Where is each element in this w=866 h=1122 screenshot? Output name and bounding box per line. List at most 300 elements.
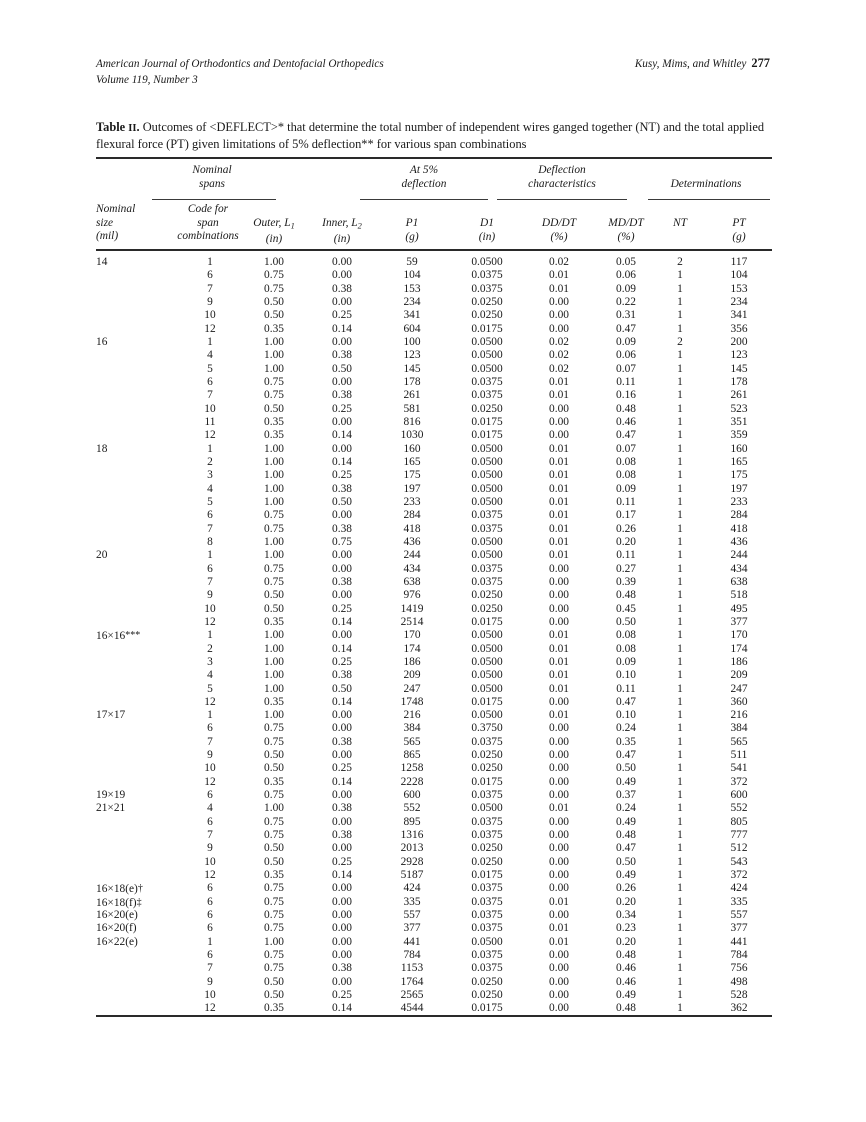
cell-p1: 160	[403, 442, 421, 455]
cell-outer-span: 0.35	[264, 429, 284, 442]
cell-span-code: 5	[207, 682, 213, 695]
cell-nt: 1	[677, 575, 683, 588]
cell-d1: 0.0500	[471, 256, 503, 268]
cell-pt: 377	[730, 615, 748, 628]
cell-nt: 1	[677, 975, 683, 988]
cell-p1: 434	[403, 562, 421, 575]
cell-d1: 0.0250	[471, 749, 503, 762]
cell-inner-span: 0.00	[332, 709, 352, 722]
column-header-code-for-span-combinations: Code for span combinations	[177, 203, 239, 243]
column-header-d1: D1 (in)	[478, 217, 496, 243]
column-header-md-dt: MD/DT (%)	[608, 217, 644, 243]
cell-nominal-size: 18	[96, 442, 108, 455]
cell-d1: 0.0500	[471, 362, 503, 375]
cell-md-dt: 0.50	[616, 762, 636, 775]
cell-pt: 341	[730, 309, 748, 322]
cell-dd-dt: 0.00	[549, 775, 569, 788]
cell-dd-dt: 0.01	[549, 455, 569, 468]
cell-inner-span: 0.75	[332, 535, 352, 548]
table-row	[96, 656, 772, 669]
cell-inner-span: 0.00	[332, 749, 352, 762]
cell-p1: 197	[403, 482, 421, 495]
cell-nt: 1	[677, 749, 683, 762]
cell-d1: 0.0500	[471, 709, 503, 722]
cell-dd-dt: 0.01	[549, 509, 569, 522]
cell-pt: 498	[730, 975, 748, 988]
cell-outer-span: 1.00	[264, 655, 284, 668]
table-row	[96, 323, 772, 336]
cell-md-dt: 0.09	[616, 482, 636, 495]
table-row	[96, 856, 772, 869]
cell-p1: 2228	[400, 775, 424, 788]
cell-outer-span: 1.00	[264, 709, 284, 722]
cell-p1: 1030	[400, 429, 424, 442]
cell-d1: 0.0500	[471, 455, 503, 468]
cell-outer-span: 0.75	[264, 562, 284, 575]
cell-span-code: 7	[207, 389, 213, 402]
cell-pt: 495	[730, 602, 748, 615]
cell-md-dt: 0.10	[616, 669, 636, 682]
cell-md-dt: 0.09	[616, 335, 636, 348]
cell-nt: 1	[677, 442, 683, 455]
cell-pt: 436	[730, 535, 748, 548]
cell-span-code: 6	[207, 949, 213, 962]
cell-span-code: 6	[207, 789, 213, 802]
column-header-pt: PT (g)	[732, 217, 746, 243]
cell-md-dt: 0.07	[616, 442, 636, 455]
cell-span-code: 4	[207, 669, 213, 682]
cell-md-dt: 0.09	[616, 282, 636, 295]
cell-d1: 0.0500	[471, 935, 503, 948]
cell-span-code: 10	[204, 602, 216, 615]
cell-outer-span: 1.00	[264, 349, 284, 362]
cell-nt: 1	[677, 469, 683, 482]
cell-d1: 0.0500	[471, 655, 503, 668]
cell-p1: 186	[403, 655, 421, 668]
cell-pt: 511	[730, 749, 748, 762]
cell-outer-span: 0.50	[264, 402, 284, 415]
cell-outer-span: 1.00	[264, 935, 284, 948]
cell-dd-dt: 0.01	[549, 935, 569, 948]
cell-md-dt: 0.50	[616, 855, 636, 868]
cell-span-code: 12	[204, 615, 216, 628]
cell-p1: 424	[403, 882, 421, 895]
cell-inner-span: 0.14	[332, 322, 352, 335]
cell-md-dt: 0.49	[616, 775, 636, 788]
cell-md-dt: 0.46	[616, 975, 636, 988]
cell-outer-span: 0.75	[264, 282, 284, 295]
cell-nt: 1	[677, 669, 683, 682]
cell-d1: 0.0500	[471, 335, 503, 348]
cell-p1: 100	[403, 335, 421, 348]
cell-d1: 0.0375	[471, 575, 503, 588]
cell-outer-span: 0.75	[264, 829, 284, 842]
cell-dd-dt: 0.00	[549, 722, 569, 735]
cell-p1: 233	[403, 495, 421, 508]
cell-pt: 244	[730, 549, 748, 562]
cell-inner-span: 0.00	[332, 295, 352, 308]
cell-outer-span: 1.00	[264, 442, 284, 455]
table-row	[96, 283, 772, 296]
cell-nt: 1	[677, 615, 683, 628]
cell-span-code: 7	[207, 282, 213, 295]
cell-p1: 436	[403, 535, 421, 548]
cell-nt: 1	[677, 362, 683, 375]
table-row	[96, 629, 772, 642]
cell-outer-span: 1.00	[264, 669, 284, 682]
cell-nt: 1	[677, 402, 683, 415]
cell-inner-span: 0.38	[332, 802, 352, 815]
cell-d1: 0.0500	[471, 442, 503, 455]
cell-p1: 1764	[400, 975, 424, 988]
cell-dd-dt: 0.00	[549, 575, 569, 588]
cell-p1: 865	[403, 749, 421, 762]
cell-dd-dt: 0.00	[549, 562, 569, 575]
cell-nt: 1	[677, 722, 683, 735]
cell-span-code: 7	[207, 829, 213, 842]
cell-pt: 518	[730, 589, 748, 602]
cell-p1: 976	[403, 589, 421, 602]
cell-inner-span: 0.14	[332, 695, 352, 708]
cell-p1: 565	[403, 735, 421, 748]
table-row	[96, 802, 772, 815]
cell-nt: 1	[677, 429, 683, 442]
cell-inner-span: 0.00	[332, 415, 352, 428]
cell-pt: 175	[730, 469, 748, 482]
cell-nominal-size: 21×21	[96, 802, 126, 815]
cell-dd-dt: 0.00	[549, 735, 569, 748]
cell-md-dt: 0.49	[616, 815, 636, 828]
cell-inner-span: 0.25	[332, 655, 352, 668]
cell-nt: 2	[677, 256, 683, 268]
cell-inner-span: 0.25	[332, 989, 352, 1002]
cell-d1: 0.0375	[471, 815, 503, 828]
cell-p1: 581	[403, 402, 421, 415]
cell-p1: 284	[403, 509, 421, 522]
table-row	[96, 496, 772, 509]
cell-inner-span: 0.38	[332, 575, 352, 588]
cell-p1: 604	[403, 322, 421, 335]
cell-pt: 104	[730, 269, 748, 282]
table-row	[96, 429, 772, 442]
cell-nt: 1	[677, 882, 683, 895]
cell-pt: 541	[730, 762, 748, 775]
cell-pt: 384	[730, 722, 748, 735]
table-row	[96, 603, 772, 616]
cell-outer-span: 0.75	[264, 522, 284, 535]
cell-inner-span: 0.00	[332, 335, 352, 348]
cell-span-code: 6	[207, 882, 213, 895]
table-row	[96, 829, 772, 842]
cell-dd-dt: 0.00	[549, 789, 569, 802]
cell-inner-span: 0.38	[332, 735, 352, 748]
table-row	[96, 789, 772, 802]
cell-nt: 1	[677, 909, 683, 922]
cell-outer-span: 0.50	[264, 855, 284, 868]
cell-outer-span: 0.75	[264, 375, 284, 388]
cell-d1: 0.0250	[471, 602, 503, 615]
cell-dd-dt: 0.01	[549, 522, 569, 535]
cell-d1: 0.0175	[471, 415, 503, 428]
cell-d1: 0.0250	[471, 855, 503, 868]
cell-pt: 178	[730, 375, 748, 388]
table-row	[96, 762, 772, 775]
cell-span-code: 9	[207, 842, 213, 855]
cell-span-code: 5	[207, 495, 213, 508]
cell-span-code: 12	[204, 429, 216, 442]
table-top-rule	[96, 157, 772, 159]
cell-span-code: 10	[204, 989, 216, 1002]
cell-p1: 377	[403, 922, 421, 935]
cell-span-code: 1	[207, 442, 213, 455]
cell-span-code: 1	[207, 335, 213, 348]
cell-d1: 0.0375	[471, 522, 503, 535]
table-row	[96, 722, 772, 735]
cell-outer-span: 0.50	[264, 589, 284, 602]
cell-md-dt: 0.47	[616, 842, 636, 855]
cell-md-dt: 0.47	[616, 749, 636, 762]
cell-span-code: 9	[207, 589, 213, 602]
cell-span-code: 3	[207, 655, 213, 668]
table-row	[96, 309, 772, 322]
cell-p1: 261	[403, 389, 421, 402]
cell-pt: 284	[730, 509, 748, 522]
cell-pt: 165	[730, 455, 748, 468]
cell-span-code: 12	[204, 695, 216, 708]
cell-inner-span: 0.38	[332, 962, 352, 975]
cell-dd-dt: 0.01	[549, 682, 569, 695]
cell-outer-span: 0.50	[264, 842, 284, 855]
cell-inner-span: 0.25	[332, 602, 352, 615]
table-row	[96, 976, 772, 989]
cell-pt: 360	[730, 695, 748, 708]
cell-span-code: 12	[204, 869, 216, 882]
cell-outer-span: 0.50	[264, 989, 284, 1002]
cell-md-dt: 0.08	[616, 455, 636, 468]
cell-outer-span: 0.75	[264, 575, 284, 588]
cell-nt: 1	[677, 989, 683, 1002]
cell-pt: 600	[730, 789, 748, 802]
cell-outer-span: 0.50	[264, 762, 284, 775]
cell-nt: 1	[677, 509, 683, 522]
cell-d1: 0.0175	[471, 1002, 503, 1015]
cell-d1: 0.0375	[471, 882, 503, 895]
cell-outer-span: 1.00	[264, 495, 284, 508]
cell-p1: 153	[403, 282, 421, 295]
cell-md-dt: 0.26	[616, 882, 636, 895]
cell-md-dt: 0.49	[616, 869, 636, 882]
cell-inner-span: 0.25	[332, 762, 352, 775]
cell-p1: 165	[403, 455, 421, 468]
cell-dd-dt: 0.00	[549, 589, 569, 602]
cell-span-code: 6	[207, 909, 213, 922]
cell-md-dt: 0.26	[616, 522, 636, 535]
cell-pt: 565	[730, 735, 748, 748]
cell-d1: 0.0175	[471, 869, 503, 882]
cell-outer-span: 1.00	[264, 469, 284, 482]
table-row	[96, 909, 772, 922]
cell-nt: 1	[677, 282, 683, 295]
cell-nominal-size: 20	[96, 549, 108, 562]
cell-pt: 123	[730, 349, 748, 362]
cell-inner-span: 0.00	[332, 442, 352, 455]
table-row	[96, 683, 772, 696]
cell-dd-dt: 0.01	[549, 442, 569, 455]
cell-dd-dt: 0.01	[549, 669, 569, 682]
cell-d1: 0.0375	[471, 895, 503, 908]
cell-p1: 1153	[400, 962, 424, 975]
cell-d1: 0.0500	[471, 682, 503, 695]
cell-inner-span: 0.00	[332, 909, 352, 922]
column-header-outer-span: Outer, $L_1$ (in)	[253, 217, 295, 245]
cell-nt: 1	[677, 415, 683, 428]
cell-outer-span: 1.00	[264, 549, 284, 562]
cell-p1: 209	[403, 669, 421, 682]
cell-d1: 0.0250	[471, 295, 503, 308]
column-header-dd-dt: DD/DT (%)	[541, 217, 577, 243]
table-row	[96, 869, 772, 882]
cell-outer-span: 0.75	[264, 735, 284, 748]
cell-p1: 1316	[400, 829, 424, 842]
cell-dd-dt: 0.01	[549, 895, 569, 908]
cell-span-code: 7	[207, 575, 213, 588]
cell-inner-span: 0.14	[332, 869, 352, 882]
cell-span-code: 3	[207, 469, 213, 482]
table-row	[96, 896, 772, 909]
cell-d1: 0.0375	[471, 282, 503, 295]
cell-nominal-size: 16×16***	[96, 629, 141, 642]
cell-outer-span: 0.50	[264, 749, 284, 762]
table-row	[96, 1002, 772, 1015]
cell-d1: 0.0500	[471, 549, 503, 562]
authors-and-page	[635, 56, 770, 73]
cell-dd-dt: 0.01	[549, 495, 569, 508]
group-header-nominal-spans: Nominal spans	[192, 164, 232, 190]
cell-d1: 0.0500	[471, 535, 503, 548]
page-number: 277	[751, 56, 770, 70]
cell-inner-span: 0.38	[332, 522, 352, 535]
cell-nt: 1	[677, 895, 683, 908]
cell-outer-span: 0.50	[264, 602, 284, 615]
cell-dd-dt: 0.00	[549, 909, 569, 922]
cell-p1: 1258	[400, 762, 424, 775]
cell-p1: 1748	[400, 695, 424, 708]
cell-span-code: 12	[204, 775, 216, 788]
table-row	[96, 349, 772, 362]
cell-nt: 1	[677, 629, 683, 642]
table-row	[96, 549, 772, 562]
cell-md-dt: 0.50	[616, 615, 636, 628]
cell-span-code: 8	[207, 535, 213, 548]
table-row	[96, 536, 772, 549]
cell-pt: 216	[730, 709, 748, 722]
cell-p1: 5187	[400, 869, 424, 882]
cell-inner-span: 0.25	[332, 469, 352, 482]
cell-dd-dt: 0.00	[549, 749, 569, 762]
cell-d1: 0.0500	[471, 482, 503, 495]
cell-md-dt: 0.46	[616, 415, 636, 428]
cell-nominal-size: 16×18(f)‡	[96, 896, 142, 909]
table-row	[96, 509, 772, 522]
cell-md-dt: 0.11	[616, 682, 636, 695]
cell-d1: 0.3750	[471, 722, 503, 735]
cell-nt: 1	[677, 522, 683, 535]
cell-md-dt: 0.05	[616, 256, 636, 268]
cell-nt: 1	[677, 735, 683, 748]
cell-outer-span: 1.00	[264, 482, 284, 495]
cell-outer-span: 0.75	[264, 389, 284, 402]
cell-span-code: 1	[207, 629, 213, 642]
cell-p1: 600	[403, 789, 421, 802]
cell-md-dt: 0.11	[616, 549, 636, 562]
cell-d1: 0.0175	[471, 775, 503, 788]
table-row	[96, 416, 772, 429]
cell-pt: 523	[730, 402, 748, 415]
cell-outer-span: 0.50	[264, 975, 284, 988]
cell-inner-span: 0.00	[332, 975, 352, 988]
cell-md-dt: 0.37	[616, 789, 636, 802]
group-rule-determinations	[648, 199, 770, 200]
cell-md-dt: 0.48	[616, 949, 636, 962]
cell-dd-dt: 0.01	[549, 802, 569, 815]
table-row	[96, 336, 772, 349]
cell-pt: 153	[730, 282, 748, 295]
table-row	[96, 616, 772, 629]
cell-p1: 4544	[400, 1002, 424, 1015]
cell-d1: 0.0500	[471, 802, 503, 815]
cell-md-dt: 0.46	[616, 962, 636, 975]
cell-inner-span: 0.00	[332, 722, 352, 735]
cell-span-code: 1	[207, 709, 213, 722]
cell-nt: 1	[677, 815, 683, 828]
cell-d1: 0.0375	[471, 562, 503, 575]
cell-dd-dt: 0.01	[549, 469, 569, 482]
footnote-marker: ***	[125, 630, 141, 642]
cell-outer-span: 0.75	[264, 815, 284, 828]
cell-d1: 0.0500	[471, 669, 503, 682]
cell-nt: 1	[677, 935, 683, 948]
cell-md-dt: 0.08	[616, 642, 636, 655]
cell-pt: 552	[730, 802, 748, 815]
cell-d1: 0.0175	[471, 429, 503, 442]
table-row	[96, 816, 772, 829]
cell-md-dt: 0.48	[616, 402, 636, 415]
cell-pt: 209	[730, 669, 748, 682]
cell-md-dt: 0.35	[616, 735, 636, 748]
cell-inner-span: 0.00	[332, 589, 352, 602]
cell-inner-span: 0.00	[332, 922, 352, 935]
cell-nt: 1	[677, 602, 683, 615]
table-row	[96, 696, 772, 709]
cell-dd-dt: 0.00	[549, 855, 569, 868]
cell-inner-span: 0.38	[332, 389, 352, 402]
cell-pt: 777	[730, 829, 748, 842]
cell-inner-span: 0.00	[332, 562, 352, 575]
cell-nt: 1	[677, 802, 683, 815]
cell-outer-span: 0.35	[264, 695, 284, 708]
cell-span-code: 7	[207, 522, 213, 535]
cell-dd-dt: 0.00	[549, 989, 569, 1002]
cell-p1: 2565	[400, 989, 424, 1002]
cell-dd-dt: 0.01	[549, 282, 569, 295]
cell-pt: 351	[730, 415, 748, 428]
cell-pt: 233	[730, 495, 748, 508]
cell-span-code: 1	[207, 549, 213, 562]
table-row	[96, 483, 772, 496]
cell-span-code: 6	[207, 815, 213, 828]
cell-nt: 1	[677, 309, 683, 322]
table-row	[96, 949, 772, 962]
